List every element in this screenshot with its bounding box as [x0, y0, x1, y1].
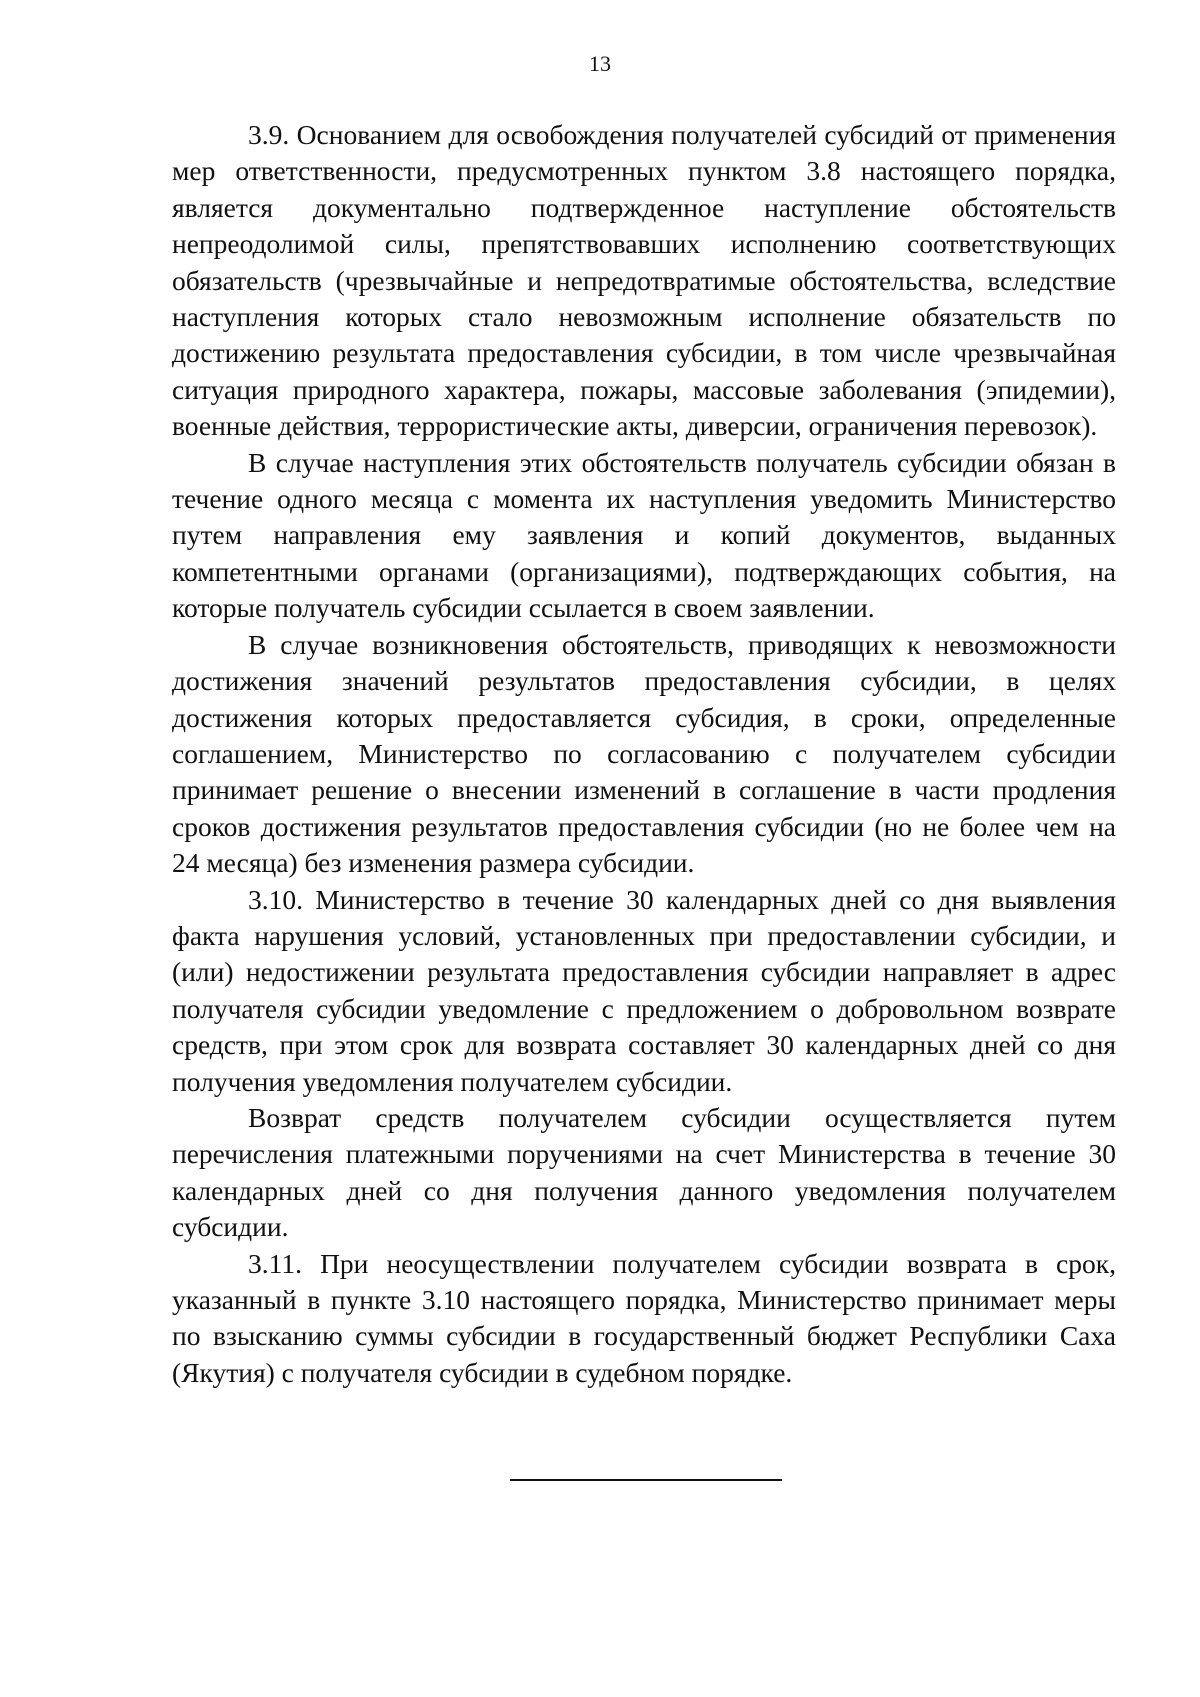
closing-divider-line	[510, 1479, 782, 1481]
paragraph-3-9: 3.9. Основанием для освобождения получателей субсидий от применения мер ответственности, предусмотренных пунктом 3.8 настоящего порядка, является документально подтвержденное наступление обстоятельств непреодолимой силы, препятствовавших исполнению соответствующих обязательств (чрезвычайные и непредотвратимые обстоятельства, вследствие наступления которых стало невозможным исполнение обязательств по достижению результата предоставления субсидии, в том числе чрезвычайная ситуация природного характера, пожары, массовые заболевания (эпидемии), военные действия, террористические акты, диверсии, ограничения перевозок).	[172, 119, 1116, 442]
document-body	[172, 117, 1116, 1391]
paragraph-refund-procedure: Возврат средств получателем субсидии осуществляется путем перечисления платежными поручениями на счет Министерства в течение 30 календарных дней со дня получения данного уведомления получателем субсидии.	[172, 1101, 1116, 1243]
paragraph-3-10: 3.10. Министерство в течение 30 календарных дней со дня выявления факта нарушения условий, установленных при предоставлении субсидии, и (или) недостижении результата предоставления субсидии направляет в адрес получателя субсидии уведомление с предложением о добровольном возврате средств, при этом срок для возврата составляет 30 календарных дней со дня получения уведомления получателем субсидии.	[172, 883, 1116, 1097]
page-number: 13	[589, 51, 611, 76]
paragraph-deadline-extension: В случае возникновения обстоятельств, приводящих к невозможности достижения значений результатов предоставления субсидии, в целях достижения которых предоставляется субсидия, в сроки, определенные соглашением, Министерство по согласованию с получателем субсидии принимает решение о внесении изменений в соглашение в части продления сроков достижения результатов предоставления субсидии (но не более чем на 24 месяца) без изменения размера субсидии.	[172, 628, 1116, 879]
paragraph-force-majeure-notice: В случае наступления этих обстоятельств получатель субсидии обязан в течение одного месяца с момента их наступления уведомить Министерство путем направления ему заявления и копий документов, выданных компетентными органами (организациями), подтверждающих события, на которые получатель субсидии ссылается в своем заявлении.	[172, 446, 1116, 624]
paragraph-3-11: 3.11. При неосуществлении получателем субсидии возврата в срок, указанный в пункте 3.10 настоящего порядка, Министерство принимает меры по взысканию суммы субсидии в государственный бюджет Республики Саха (Якутия) с получателя субсидии в судебном порядке.	[172, 1247, 1116, 1388]
